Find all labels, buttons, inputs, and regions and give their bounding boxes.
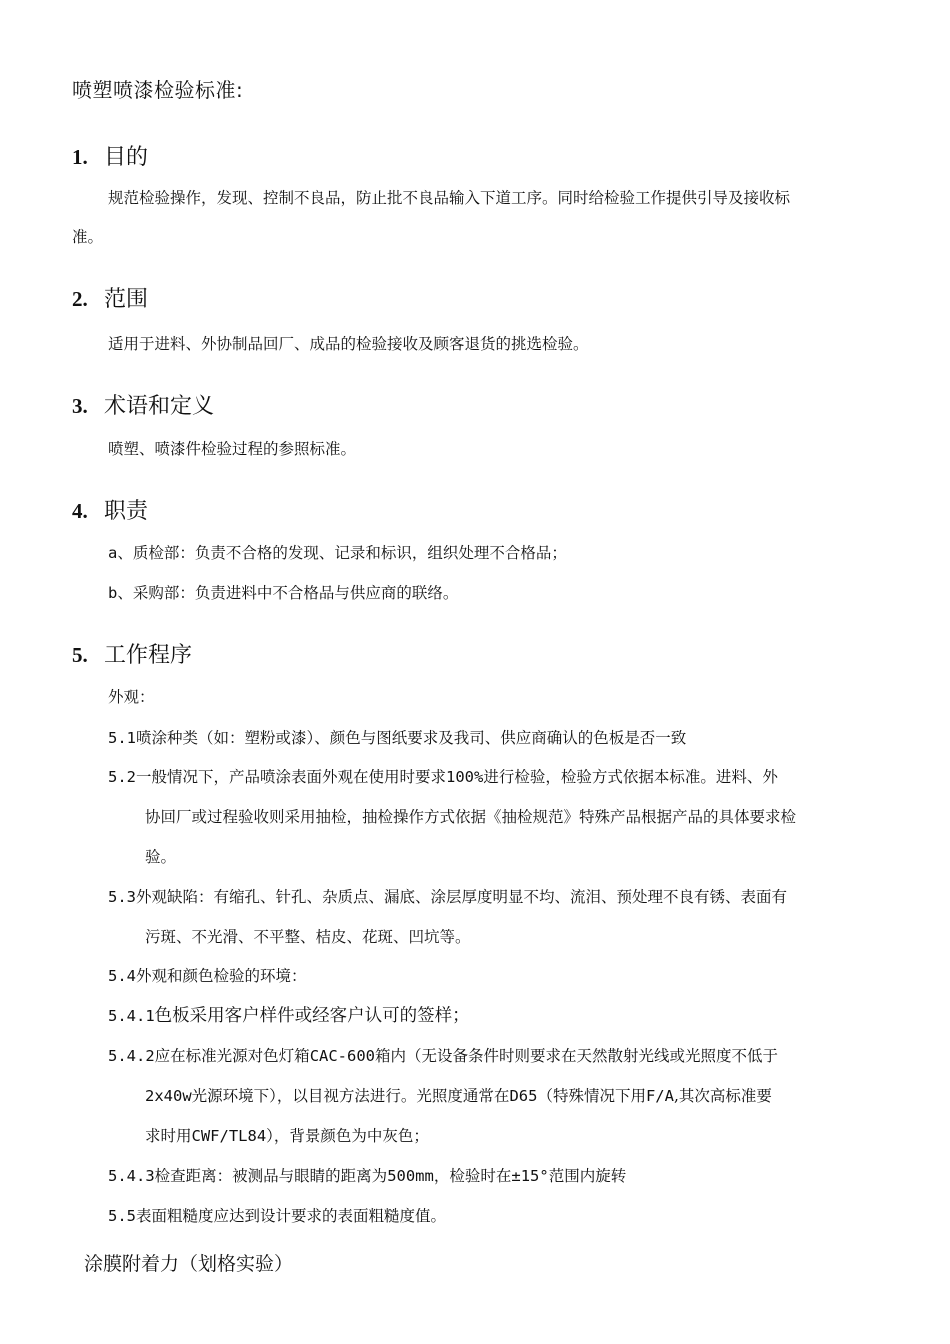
- section-1-number: 1.: [72, 145, 88, 169]
- clause-5-4-2-line-3: [145, 1116, 429, 1156]
- clause-5-4-1: [108, 996, 470, 1036]
- clause-text: 范围内旋转: [548, 1167, 627, 1185]
- section-3-title: 术语和定义: [104, 394, 215, 419]
- clause-5-4-2-line-1: [108, 1036, 778, 1076]
- clause-percentage: 100%: [446, 768, 484, 786]
- illuminant-code: F/A: [645, 1087, 674, 1105]
- clause-text: 色板采用客户样件或经客户认可的签样；: [154, 1006, 470, 1026]
- section-1-title: 目的: [104, 145, 149, 170]
- clause-5-1: [108, 718, 686, 758]
- section-3-number: 3.: [72, 394, 88, 418]
- section-2-title: 范围: [104, 287, 149, 312]
- section-4-title: 职责: [104, 499, 149, 524]
- clause-5-5: [108, 1196, 446, 1236]
- clause-number: 5.2: [108, 768, 136, 786]
- duty-item-purchasing: [108, 573, 458, 613]
- section-1-heading: [72, 140, 148, 171]
- duty-item-text: 、采购部：负责进料中不合格品与供应商的联络。: [117, 584, 459, 602]
- clause-5-4: [108, 956, 307, 996]
- section-3-paragraph: 喷塑、喷漆件检验过程的参照标准。: [108, 440, 357, 458]
- section-4-number: 4.: [72, 499, 88, 523]
- lightbox-model: CAC-600: [309, 1047, 376, 1065]
- section-5-number: 5.: [72, 643, 88, 667]
- clause-text: 光源环境下），以目视方法进行。光照度通常在: [191, 1087, 510, 1105]
- clause-5-2-line-1: [108, 757, 778, 797]
- clause-text: 外观缺陷：有缩孔、针孔、杂质点、漏底、涂层厚度明显不均、流泪、预处理不良有锈、表面有: [136, 888, 788, 906]
- clause-text: ，检验时在: [433, 1167, 512, 1185]
- illuminant-code: D65: [509, 1087, 538, 1105]
- duty-item-quality: [108, 533, 567, 573]
- illuminant-code: CWF/TL84: [191, 1127, 267, 1145]
- duty-item-label: a: [108, 544, 118, 562]
- section-1-paragraph-line-2: 准。: [72, 228, 104, 246]
- clause-5-2-line-3: 验。: [145, 848, 177, 866]
- section-1-paragraph-line-1: 规范检验操作，发现、控制不良品，防止批不良品输入下道工序。同时给检验工作提供引导及接收标: [108, 189, 791, 207]
- section-2-heading: [72, 282, 148, 313]
- clause-text: 表面粗糙度应达到设计要求的表面粗糙度值。: [136, 1207, 447, 1225]
- clause-number: 5.4.2: [108, 1047, 155, 1065]
- section-5-intro: 外观：: [108, 688, 155, 706]
- section-4-heading: [72, 494, 148, 525]
- clause-5-2-line-2: 协回厂或过程验收则采用抽检，抽检操作方式依据《抽检规范》特殊产品根据产品的具体要求检: [145, 808, 797, 826]
- clause-text: 求时用: [145, 1127, 192, 1145]
- clause-5-3-line-2: 污斑、不光滑、不平整、桔皮、花斑、凹坑等。: [145, 928, 471, 946]
- section-2-number: 2.: [72, 287, 88, 311]
- duty-item-text: 、质检部：负责不合格的发现、记录和标识，组织处理不合格品；: [117, 544, 567, 562]
- clause-number: 5.4.3: [108, 1167, 155, 1185]
- light-spec: 2x40w: [145, 1087, 192, 1105]
- clause-text: ），背景颜色为中灰色；: [266, 1127, 429, 1145]
- clause-5-3-line-1: [108, 877, 787, 917]
- distance-value: 500mm: [387, 1167, 434, 1185]
- clause-number: 5.4.1: [108, 1007, 155, 1025]
- clause-text: 进行检验，检验方式依据本标准。进料、外: [483, 768, 778, 786]
- clause-5-4-3: [108, 1156, 626, 1196]
- clause-text: （特殊情况下用: [537, 1087, 646, 1105]
- clause-text: ,其次高标准要: [673, 1087, 772, 1105]
- clause-text: 外观和颜色检验的环境：: [136, 967, 307, 985]
- document-title: 喷塑喷漆检验标准:: [72, 78, 244, 102]
- clause-text: 检查距离：被测品与眼睛的距离为: [154, 1167, 388, 1185]
- clause-text: 一般情况下，产品喷涂表面外观在使用时要求: [136, 768, 447, 786]
- duty-item-label: b: [108, 584, 118, 602]
- section-5-heading: [72, 638, 192, 669]
- angle-value: ±15°: [511, 1167, 549, 1185]
- section-3-heading: [72, 389, 214, 420]
- clause-number: 5.5: [108, 1207, 136, 1225]
- clause-number: 5.4: [108, 967, 136, 985]
- clause-number: 5.3: [108, 888, 136, 906]
- clause-text: 应在标准光源对色灯箱: [154, 1047, 310, 1065]
- clause-text: 喷涂种类（如：塑粉或漆）、颜色与图纸要求及我司、供应商确认的色板是否一致: [136, 729, 687, 747]
- section-2-paragraph: 适用于进料、外协制品回厂、成品的检验接收及顾客退货的挑选检验。: [108, 335, 589, 353]
- section-5-title: 工作程序: [104, 643, 193, 668]
- clause-text: 箱内（无设备条件时则要求在天然散射光线或光照度不低于: [375, 1047, 779, 1065]
- adhesion-test-heading: 涂膜附着力（划格实验）: [84, 1253, 294, 1275]
- clause-number: 5.1: [108, 729, 136, 747]
- clause-5-4-2-line-2: [145, 1076, 772, 1116]
